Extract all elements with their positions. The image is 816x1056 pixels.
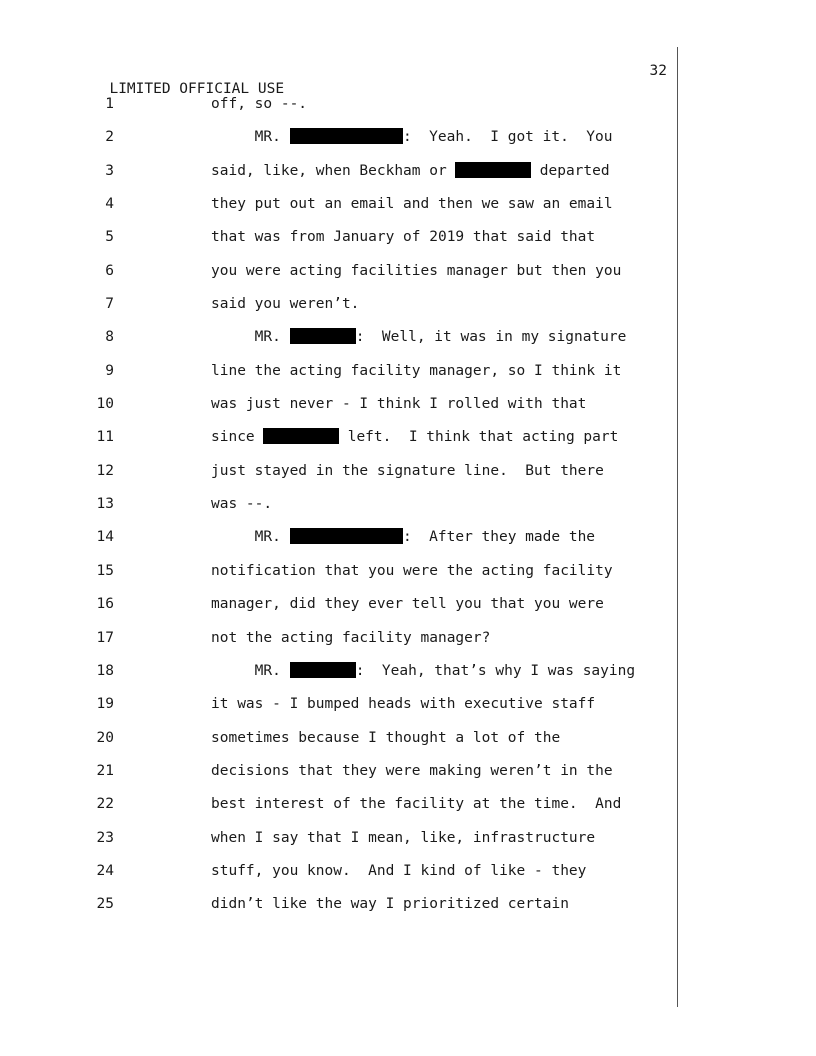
line-text-segment: : After they made the xyxy=(402,529,596,546)
line-text xyxy=(211,695,595,713)
line-number: 12 xyxy=(96,462,114,479)
line-text-segment: that was from January of 2019 that said that xyxy=(211,229,596,246)
line-number: 20 xyxy=(96,729,114,746)
line-text-segment: not the acting facility manager? xyxy=(211,629,491,646)
line-text-segment: departed xyxy=(531,162,610,179)
line-text-segment: stuff, you know. And I kind of like - they xyxy=(211,862,587,879)
transcript-line xyxy=(0,128,816,161)
redaction-box xyxy=(290,328,356,344)
redaction-box xyxy=(455,162,531,178)
line-text-segment: MR. xyxy=(211,662,290,679)
line-number: 14 xyxy=(96,529,114,546)
line-text xyxy=(211,228,595,246)
page-number: 32 xyxy=(649,63,667,79)
line-text-segment: manager, did they ever tell you that you were xyxy=(211,596,604,613)
line-number: 22 xyxy=(96,796,114,813)
line-text xyxy=(211,562,613,580)
line-text-segment: it was - I bumped heads with executive staff xyxy=(211,696,596,713)
line-text-segment: : Yeah, that’s why I was saying xyxy=(355,662,636,679)
line-number: 9 xyxy=(105,362,114,379)
line-text-segment: MR. xyxy=(211,329,290,346)
transcript-line xyxy=(0,295,816,328)
line-text xyxy=(211,95,307,113)
line-text-segment: MR. xyxy=(211,129,290,146)
line-number: 3 xyxy=(105,162,114,179)
line-text-segment: just stayed in the signature line. But there xyxy=(211,462,604,479)
transcript-line xyxy=(0,528,816,561)
line-number: 11 xyxy=(96,429,114,446)
line-text xyxy=(211,862,586,880)
line-text xyxy=(211,262,621,280)
line-text xyxy=(211,462,604,480)
line-text-segment: decisions that they were making weren’t in the xyxy=(211,762,613,779)
line-text xyxy=(211,795,621,813)
line-text xyxy=(211,629,490,647)
transcript-line xyxy=(0,262,816,295)
line-text-segment: said, like, when Beckham or xyxy=(211,162,456,179)
transcript-line xyxy=(0,228,816,261)
line-text xyxy=(211,595,604,613)
line-number: 8 xyxy=(105,329,114,346)
line-text-segment: didn’t like the way I prioritized certain xyxy=(211,896,569,913)
line-text xyxy=(211,162,610,180)
transcript-line xyxy=(0,829,816,862)
redaction-box xyxy=(290,662,356,678)
line-number: 10 xyxy=(96,396,114,413)
line-text xyxy=(211,195,613,213)
transcript-line xyxy=(0,795,816,828)
line-text xyxy=(211,829,595,847)
line-text-segment: you were acting facilities manager but then you xyxy=(211,262,622,279)
line-number: 15 xyxy=(96,562,114,579)
line-text-segment: left. I think that acting part xyxy=(338,429,619,446)
line-text xyxy=(211,762,613,780)
line-text-segment: line the acting facility manager, so I think it xyxy=(211,362,622,379)
line-number: 19 xyxy=(96,696,114,713)
transcript-line xyxy=(0,95,816,128)
line-number: 18 xyxy=(96,662,114,679)
transcript-line xyxy=(0,195,816,228)
line-text xyxy=(211,428,618,446)
line-text xyxy=(211,128,612,146)
line-text xyxy=(211,295,359,313)
line-number: 23 xyxy=(96,829,114,846)
transcript-line xyxy=(0,328,816,361)
transcript-line xyxy=(0,895,816,928)
line-text xyxy=(211,495,272,513)
line-number: 25 xyxy=(96,896,114,913)
line-text-segment: was just never - I think I rolled with that xyxy=(211,396,587,413)
redaction-box xyxy=(263,428,339,444)
line-text-segment: since xyxy=(211,429,264,446)
transcript-line xyxy=(0,762,816,795)
line-number: 5 xyxy=(105,229,114,246)
transcript-line xyxy=(0,495,816,528)
transcript-line xyxy=(0,629,816,662)
transcript-body xyxy=(0,95,816,929)
line-text xyxy=(211,729,560,747)
line-number: 17 xyxy=(96,629,114,646)
transcript-line xyxy=(0,729,816,762)
redaction-box xyxy=(290,528,403,544)
line-text-segment: off, so --. xyxy=(211,96,308,112)
line-text-segment: said you weren’t. xyxy=(211,296,360,313)
line-text-segment: MR. xyxy=(211,529,290,546)
line-number: 6 xyxy=(105,262,114,279)
line-number: 13 xyxy=(96,496,114,513)
line-text-segment: : Well, it was in my signature xyxy=(355,329,627,346)
transcript-line xyxy=(0,562,816,595)
line-text-segment: they put out an email and then we saw an email xyxy=(211,196,613,213)
transcript-line xyxy=(0,595,816,628)
transcript-line xyxy=(0,162,816,195)
line-text-segment: sometimes because I thought a lot of the xyxy=(211,729,561,746)
line-text-segment: best interest of the facility at the time. And xyxy=(211,796,622,813)
line-number: 24 xyxy=(96,862,114,879)
transcript-line xyxy=(0,395,816,428)
line-text xyxy=(211,662,635,680)
line-number: 1 xyxy=(105,96,114,112)
line-text-segment: : Yeah. I got it. You xyxy=(402,129,613,146)
line-number: 2 xyxy=(105,129,114,146)
line-text xyxy=(211,528,595,546)
transcript-line xyxy=(0,662,816,695)
line-text xyxy=(211,395,586,413)
redaction-box xyxy=(290,128,403,144)
line-number: 16 xyxy=(96,596,114,613)
transcript-line xyxy=(0,462,816,495)
line-number: 21 xyxy=(96,762,114,779)
line-text-segment: was --. xyxy=(211,496,273,513)
transcript-line xyxy=(0,428,816,461)
transcript-line xyxy=(0,362,816,395)
line-text-segment: notification that you were the acting facility xyxy=(211,562,613,579)
line-text-segment: when I say that I mean, like, infrastructure xyxy=(211,829,596,846)
classification-label: LIMITED OFFICIAL USE xyxy=(109,81,285,97)
line-number: 4 xyxy=(105,196,114,213)
line-text xyxy=(211,328,626,346)
transcript-line xyxy=(0,862,816,895)
transcript-line xyxy=(0,695,816,728)
page-header xyxy=(92,62,667,97)
line-text xyxy=(211,362,621,380)
line-text xyxy=(211,895,569,913)
line-number: 7 xyxy=(105,296,114,313)
